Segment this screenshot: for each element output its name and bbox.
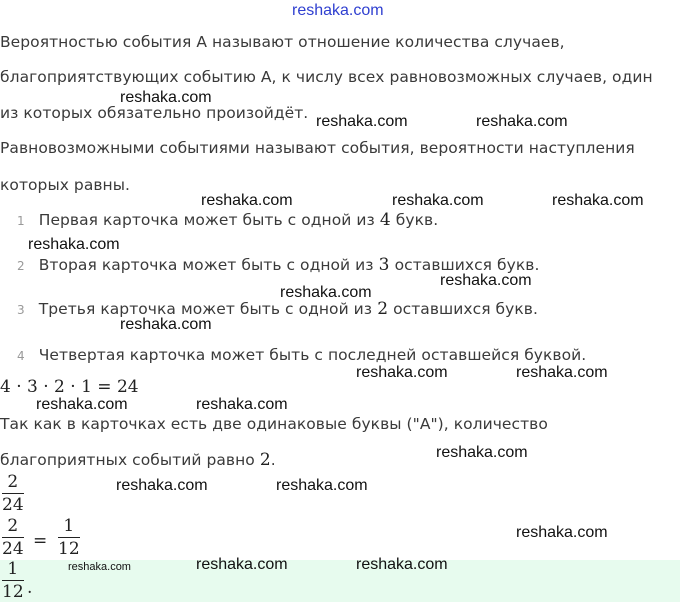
- note-value: 2: [259, 450, 271, 470]
- answer-fraction: [2, 559, 24, 602]
- watermark: reshaka.com: [196, 556, 288, 573]
- fraction-numerator: 2: [7, 472, 19, 492]
- note-line: [0, 450, 276, 470]
- fraction-2-24: [2, 516, 24, 559]
- list-text: Вторая карточка может быть с одной из: [38, 256, 374, 274]
- list-value: 4: [379, 210, 391, 230]
- list-value: 3: [378, 255, 390, 275]
- watermark: reshaka.com: [552, 192, 644, 209]
- watermark: reshaka.com: [28, 236, 120, 253]
- fraction-denominator: 12: [2, 582, 24, 602]
- list-tail: оставшихся букв.: [394, 256, 540, 274]
- fraction-denominator: 12: [58, 539, 80, 559]
- watermark: reshaka.com: [356, 556, 448, 573]
- watermark: reshaka.com: [120, 316, 212, 333]
- fraction-bar: [2, 493, 24, 494]
- fraction-bar: [2, 537, 24, 538]
- fraction-numerator: 2: [7, 516, 19, 536]
- fraction-denominator: 24: [2, 495, 24, 515]
- note-line: Так как в карточках есть две одинаковые буквы ("А"), количество: [0, 415, 548, 433]
- fraction-bar: [58, 537, 80, 538]
- watermark: reshaka.com: [201, 192, 293, 209]
- fraction-denominator: 24: [2, 539, 24, 559]
- fraction-numerator: 1: [63, 516, 75, 536]
- list-text: Четвертая карточка может быть с последней оставшейся буквой.: [38, 346, 587, 364]
- watermark: reshaka.com: [440, 272, 532, 289]
- watermark: reshaka.com: [36, 396, 128, 413]
- watermark: reshaka.com: [316, 113, 408, 130]
- list-value: 2: [377, 299, 389, 319]
- watermark: reshaka.com: [516, 524, 608, 541]
- list-number: 3: [17, 303, 25, 317]
- watermark: reshaka.com: [476, 113, 568, 130]
- list-number: 2: [17, 259, 25, 273]
- list-number: 1: [17, 214, 25, 228]
- list-number: 4: [17, 349, 25, 363]
- watermark: reshaka.com: [436, 444, 528, 461]
- list-item: [17, 345, 586, 364]
- list-item: [17, 299, 538, 319]
- top-watermark: reshaka.com: [292, 2, 384, 19]
- definition-line: благоприятствующих событию A, к числу всех равновозможных случаев, один: [0, 68, 653, 86]
- definition-line: которых равны.: [0, 176, 131, 194]
- equals-sign: =: [33, 531, 48, 551]
- list-text: Первая карточка может быть с одной из: [38, 211, 375, 229]
- watermark: reshaka.com: [356, 364, 448, 381]
- watermark: reshaka.com: [280, 284, 372, 301]
- definition-line: Вероятностью события A называют отношение количества случаев,: [0, 33, 565, 51]
- definition-line: Равновозможными событиями называют события, вероятности наступления: [0, 139, 635, 157]
- watermark: reshaka.com: [116, 477, 208, 494]
- watermark: reshaka.com: [516, 364, 608, 381]
- note-text: благоприятных событий равно: [0, 451, 255, 469]
- list-tail: букв.: [395, 211, 439, 229]
- note-end: .: [270, 451, 276, 469]
- list-item: [17, 210, 438, 230]
- list-text: Третья карточка может быть с одной из: [38, 300, 373, 318]
- watermark: reshaka.com: [120, 89, 212, 106]
- fraction-2-24: [2, 472, 24, 515]
- watermark: reshaka.com: [276, 477, 368, 494]
- fraction-bar: [2, 580, 24, 581]
- watermark: reshaka.com: [196, 396, 288, 413]
- fraction-numerator: 1: [7, 559, 19, 579]
- fraction-1-12: [58, 516, 80, 559]
- answer-period: .: [27, 578, 33, 598]
- list-tail: оставшихся букв.: [393, 300, 538, 318]
- watermark: reshaka.com: [68, 561, 131, 573]
- watermark: reshaka.com: [392, 192, 484, 209]
- product-formula: 4 · 3 · 2 · 1 = 24: [0, 377, 139, 397]
- definition-line: из которых обязательно произойдёт.: [0, 104, 309, 122]
